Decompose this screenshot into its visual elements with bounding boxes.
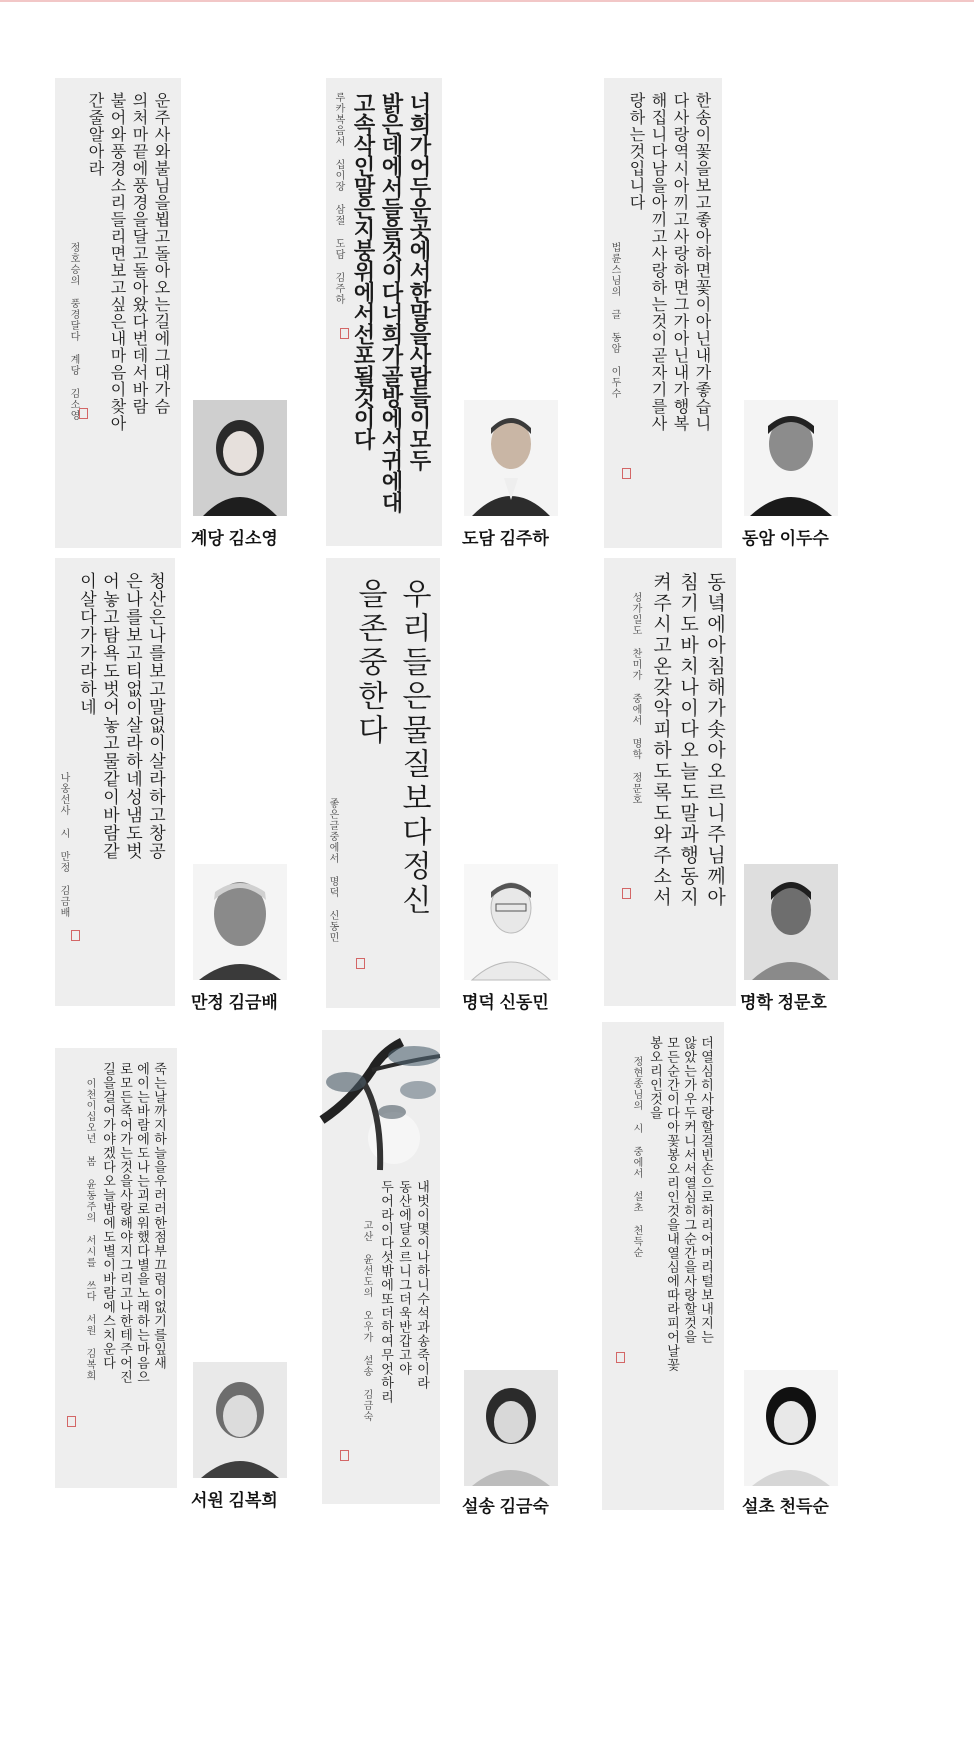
signature: 루카복음서 십이장 삼절 도담 김주하 — [333, 92, 344, 305]
calligraphy-line: 켜주시고온갖악피하도록도와주소서 — [650, 572, 672, 908]
calligraphy-line: 어놓고탐욕도벗어놓고물같이바람같 — [99, 572, 119, 860]
calligraphy-line: 내벗이몇이나하니수석과송죽이라 — [414, 1180, 429, 1390]
signature: 성가일도 찬미가 중에서 명학 정문호 — [630, 592, 641, 805]
calligraphy-line: 해집니다남을아끼고사랑하는것이곧자기를사 — [649, 92, 668, 432]
signature: 정호승의 풍경달다 계당 김소영 — [68, 242, 79, 421]
calligraphy-panel — [55, 558, 175, 1006]
calligraphy-line: 간줄알아라 — [86, 92, 105, 177]
artwork-card-1 — [55, 78, 355, 598]
calligraphy-line: 로모든죽어가는것을사랑해야지그리고나한테주어진 — [117, 1062, 132, 1384]
artwork-card-8 — [322, 1030, 622, 1550]
signature: 좋은글중에서 명덕 신동민 — [327, 798, 338, 943]
calligraphy-line: 랑하는것입니다 — [627, 92, 646, 211]
artist-photo — [193, 1362, 287, 1478]
artist-name: 설초 천득순 — [742, 1497, 829, 1516]
calligraphy-line: 않았는가우두커니서서열심히그순간을사랑할것을 — [681, 1036, 696, 1344]
calligraphy-line: 운주사와불님을뵙고돌아오는길에그대가슴 — [152, 92, 171, 415]
seal-stamp — [340, 328, 349, 339]
calligraphy-line: 은나를보고티없이살라하네성냄도벗 — [122, 572, 142, 860]
artist-name: 명덕 신동민 — [462, 993, 549, 1012]
calligraphy-line: 너희가어두운곳에서한말을사람들이모두 — [406, 92, 432, 470]
artwork-card-3 — [604, 78, 904, 598]
calligraphy-line: 청산은나를보고말없이살라하고창공 — [145, 572, 165, 860]
calligraphy-panel — [322, 1030, 440, 1504]
seal-stamp — [356, 958, 365, 969]
seal-stamp — [67, 1416, 76, 1427]
seal-stamp — [79, 408, 88, 419]
calligraphy-line: 다사랑역시아끼고사랑하면그가아닌내가행복 — [671, 92, 690, 432]
calligraphy-line: 길을걸어가야겠다오늘밤에도별이바람에스치운다 — [100, 1062, 115, 1370]
artwork-card-5 — [326, 558, 626, 1078]
artist-name: 설송 김금숙 — [462, 1497, 549, 1516]
seal-stamp — [340, 1450, 349, 1461]
artist-photo — [464, 400, 558, 516]
calligraphy-line: 밝은데에서들을것이다너희가골방에서귀에대 — [378, 92, 404, 512]
calligraphy-line: 동산에달오르니그더욱반갑고야 — [396, 1180, 411, 1376]
calligraphy-line: 의처마끝에풍경을달고돌아왔다번데서바람 — [130, 92, 149, 415]
artist-photo — [744, 400, 838, 516]
top-divider — [0, 0, 974, 2]
artist-name: 명학 정문호 — [740, 993, 827, 1012]
seal-stamp — [71, 930, 80, 941]
artwork-card-2 — [326, 78, 626, 598]
artist-name: 서원 김복희 — [191, 1491, 278, 1510]
calligraphy-panel — [326, 78, 442, 546]
signature: 고산 윤선도의 오우가 설송 김금숙 — [361, 1220, 372, 1422]
signature: 정현종님의 시 중에서 설초 천득순 — [631, 1056, 642, 1258]
calligraphy-line: 을존중한다 — [352, 578, 387, 748]
signature: 이천이십오년 봄 윤동주의 서시를 쓰다 서원 김복희 — [84, 1078, 95, 1381]
artist-photo — [464, 864, 558, 980]
calligraphy-panel — [602, 1022, 724, 1510]
seal-stamp — [622, 468, 631, 479]
artist-name: 만정 김금배 — [191, 993, 278, 1012]
calligraphy-line: 동녘에아침해가솟아오르니주님께아 — [704, 572, 726, 908]
signature: 법륜스님의 글 동암 이두수 — [609, 242, 620, 399]
artist-name: 동암 이두수 — [742, 529, 829, 548]
calligraphy-line: 죽는날까지하늘을우러러한점부끄럼이없기를잎새 — [151, 1062, 166, 1370]
artwork-card-9 — [602, 1022, 902, 1542]
artist-photo — [744, 1370, 838, 1486]
calligraphy-panel — [55, 78, 181, 548]
calligraphy-line: 두어라이다섯밖에또더하여무엇하리 — [378, 1180, 393, 1404]
calligraphy-panel — [55, 1048, 177, 1488]
artwork-card-6 — [604, 558, 904, 1078]
calligraphy-line: 침기도바치나이다오늘도말과행동지 — [677, 572, 699, 908]
calligraphy-line: 에이는바람에도나는괴로워했다별을노래하는마음으 — [134, 1062, 149, 1384]
seal-stamp — [622, 888, 631, 899]
calligraphy-line: 고속삭인말은지붕위에서선포될것이다 — [350, 92, 376, 449]
seal-stamp — [616, 1352, 625, 1363]
artist-photo — [193, 864, 287, 980]
artist-photo — [464, 1370, 558, 1486]
artist-photo — [744, 864, 838, 980]
calligraphy-panel — [326, 558, 440, 1008]
artist-photo — [193, 400, 287, 516]
calligraphy-panel — [604, 78, 722, 548]
pine-ink-painting — [322, 1030, 452, 1190]
calligraphy-line: 불어와풍경소리들리면보고싶은내마음이찾아 — [108, 92, 127, 432]
artist-name: 도담 김주하 — [462, 529, 549, 548]
artist-name: 계당 김소영 — [191, 529, 278, 548]
signature: 나옹선사 시 만정 김금배 — [58, 772, 69, 918]
calligraphy-panel — [604, 558, 736, 1006]
artwork-card-7 — [55, 1048, 355, 1568]
calligraphy-line: 이살다가가라하네 — [76, 572, 96, 716]
calligraphy-line: 모든순간이다아꽃봉오리인것을내열심에따라피어날꽃 — [664, 1036, 679, 1372]
calligraphy-line: 봉오리인것을 — [647, 1036, 662, 1120]
calligraphy-line: 더열심히사랑할걸빈손으로허리어머리털보내지는 — [698, 1036, 713, 1344]
calligraphy-line: 우리들은물질보다정신 — [396, 578, 431, 918]
artwork-card-4 — [55, 558, 355, 1078]
calligraphy-line: 한송이꽃을보고좋아하면꽃이아닌내가좋습니 — [693, 92, 712, 432]
